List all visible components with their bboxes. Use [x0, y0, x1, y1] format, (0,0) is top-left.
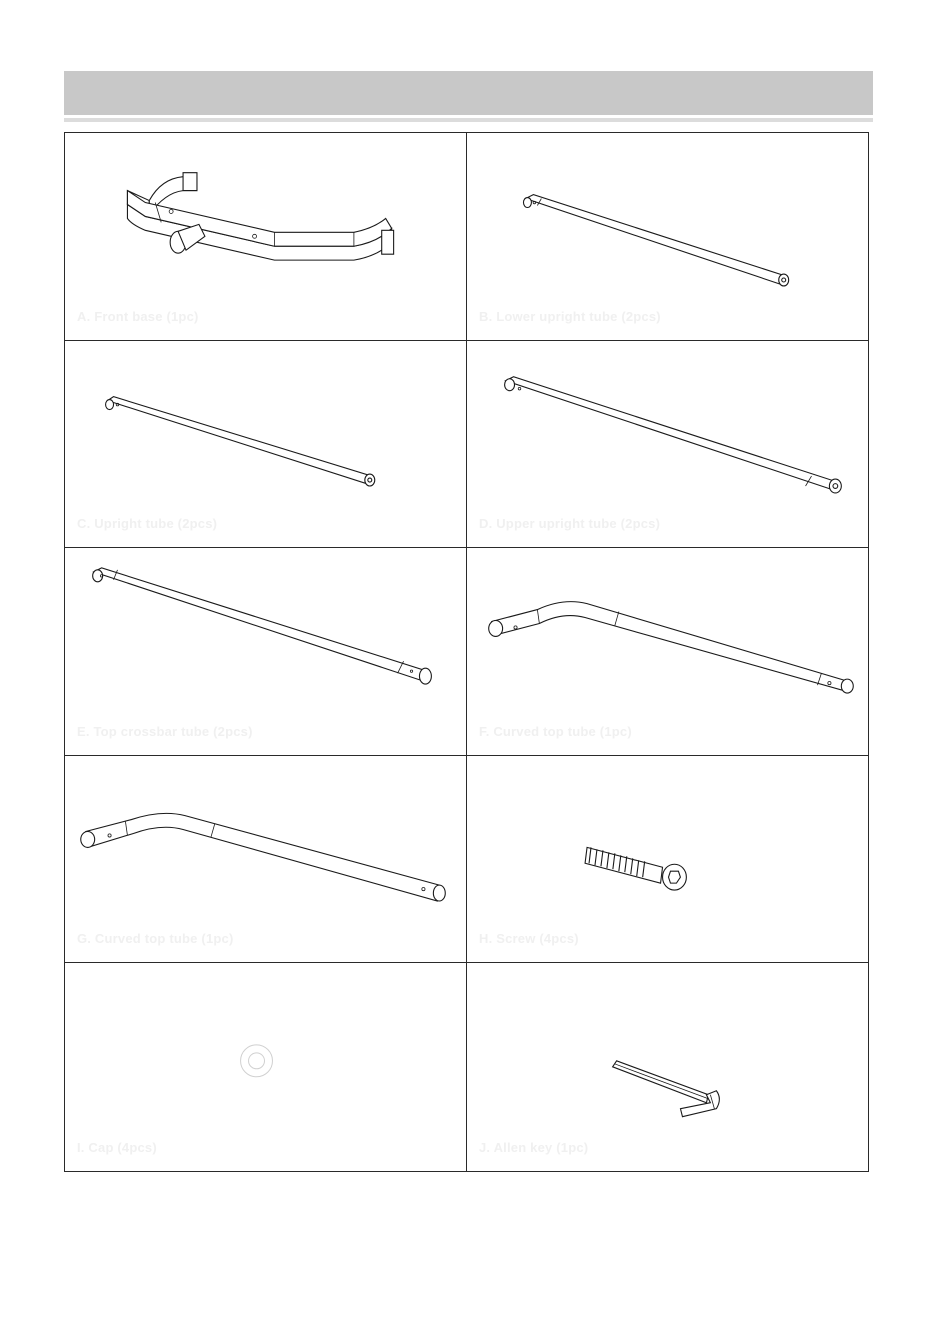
part-cell-h — [467, 756, 868, 964]
part-cell-e — [65, 548, 467, 756]
part-caption-f: F. Curved top tube (1pc) — [479, 723, 632, 739]
part-caption-g: G. Curved top tube (1pc) — [77, 931, 234, 947]
part-cell-i — [65, 963, 467, 1171]
part-caption-h: H. Screw (4pcs) — [479, 931, 579, 947]
part-cell-j — [467, 963, 868, 1171]
part-caption-i: I. Cap (4pcs) — [77, 1140, 157, 1155]
part-caption-c: C. Upright tube (2pcs) — [77, 516, 218, 532]
part-cell-d — [467, 341, 868, 549]
part-caption-e: E. Top crossbar tube (2pcs) — [77, 723, 253, 739]
part-caption-d: D. Upper upright tube (2pcs) — [479, 516, 661, 532]
part-cell-b — [467, 133, 868, 341]
part-cell-f — [467, 548, 868, 756]
part-cell-g — [65, 756, 467, 964]
part-caption-a: A. Front base (1pc) — [77, 308, 199, 324]
parts-grid — [64, 132, 869, 1172]
part-caption-b: B. Lower upright tube (2pcs) — [479, 308, 661, 324]
header-rule — [64, 118, 873, 122]
part-cell-c — [65, 341, 467, 549]
part-cell-a — [65, 133, 467, 341]
part-caption-j: J. Allen key (1pc) — [479, 1140, 589, 1155]
header-band — [64, 71, 873, 115]
